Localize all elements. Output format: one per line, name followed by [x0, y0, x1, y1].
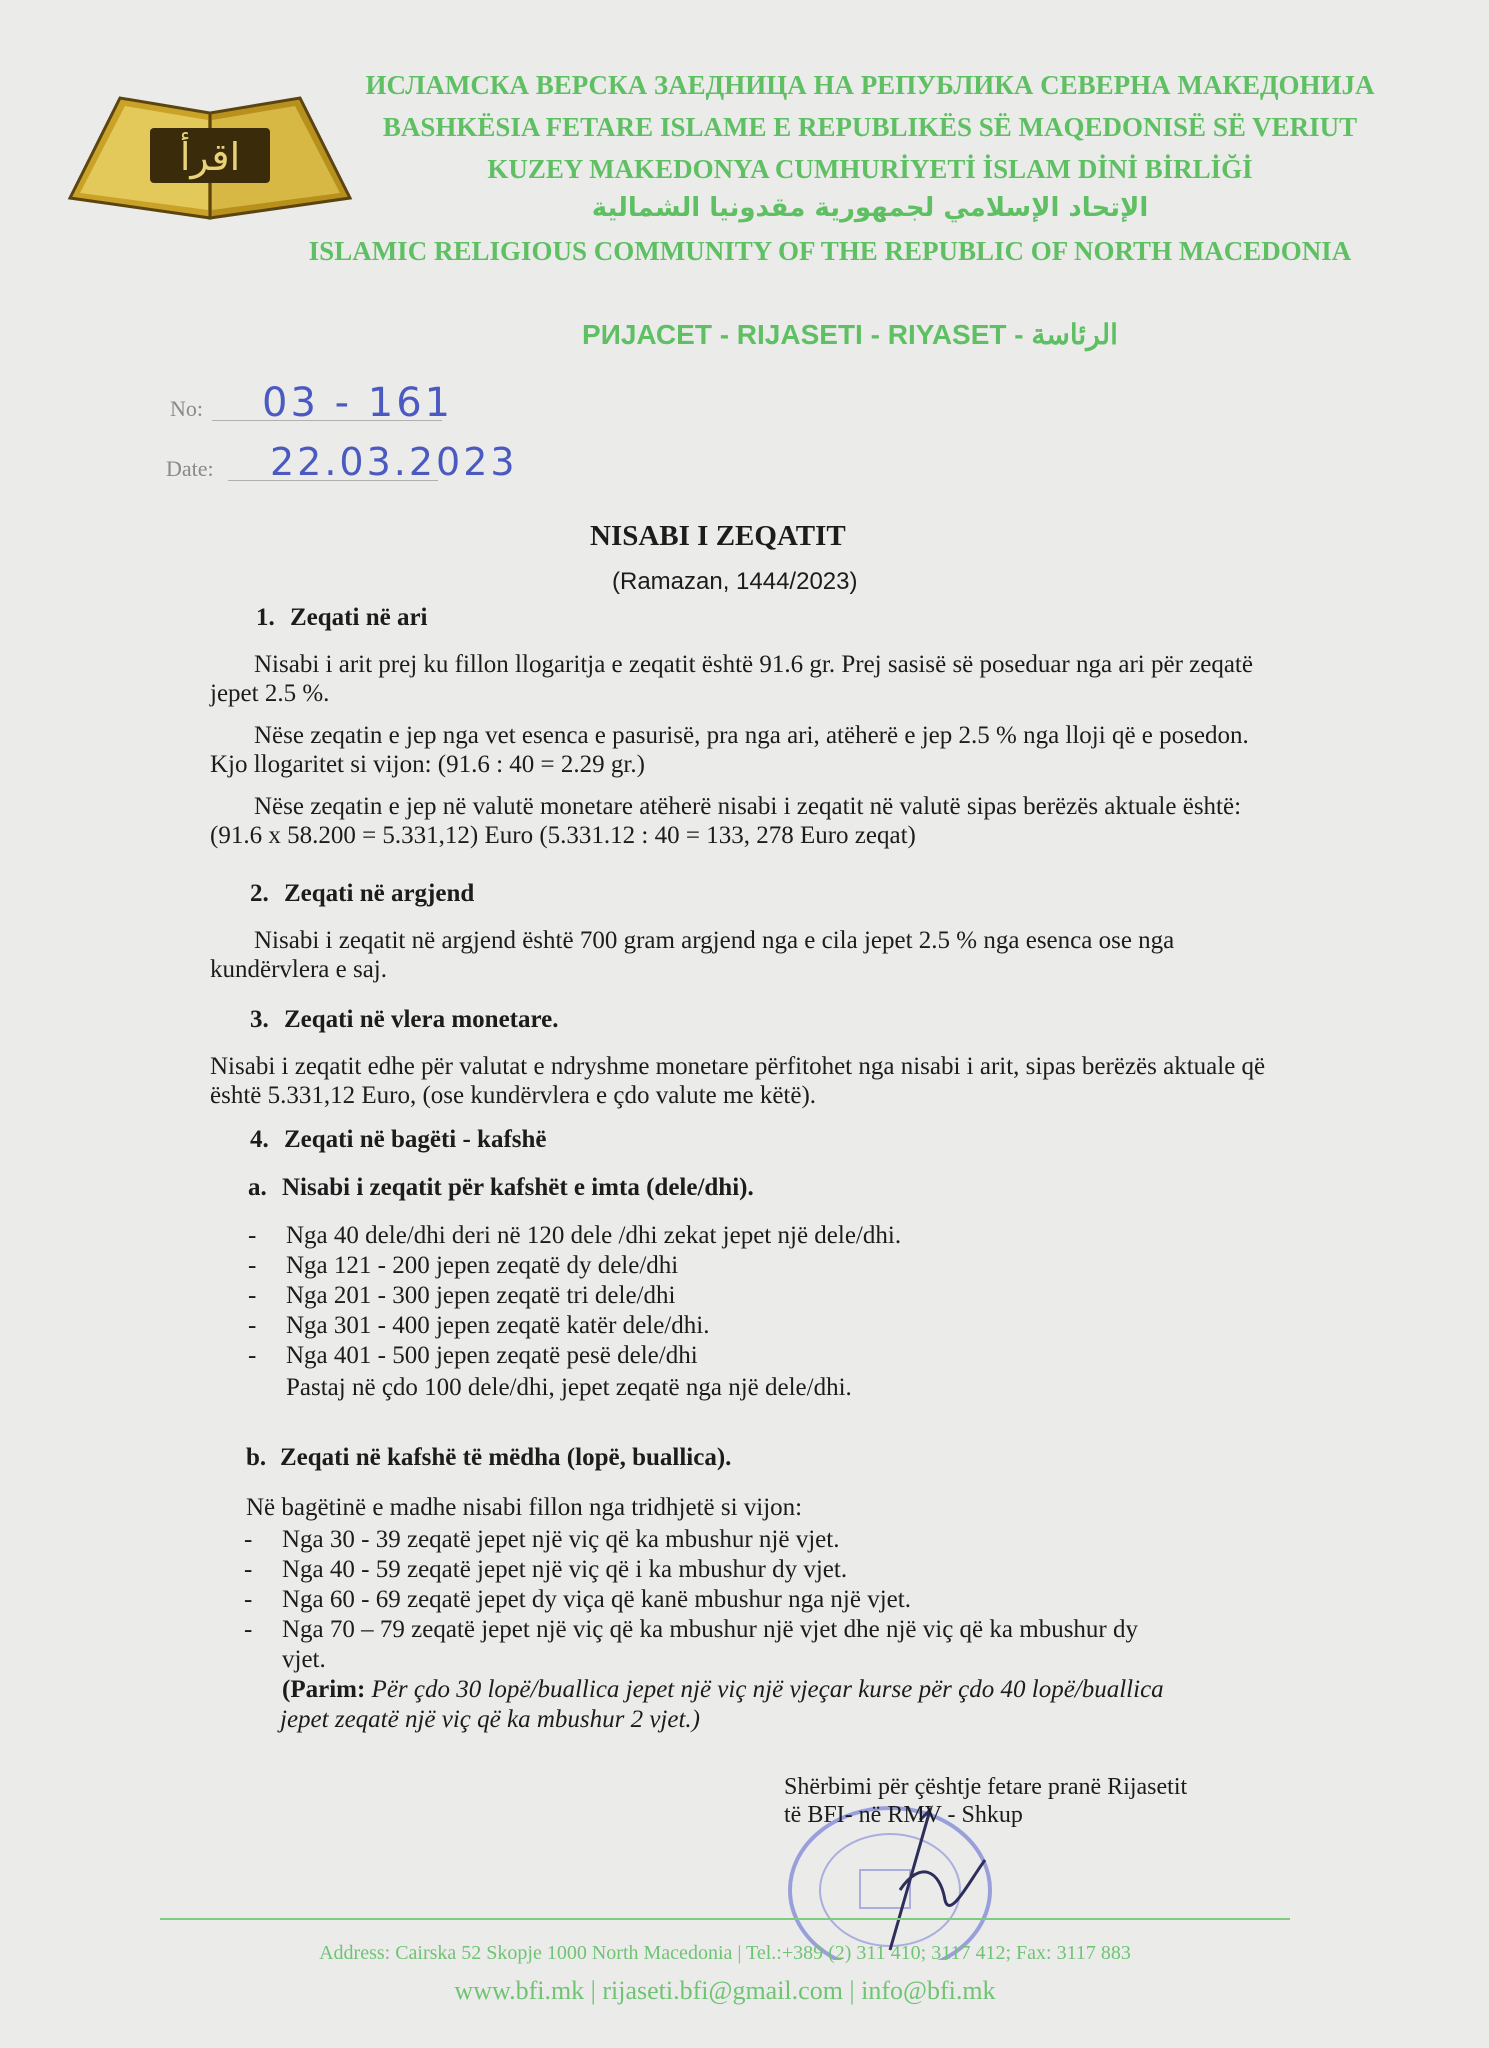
- list-item-continuation: [282, 1646, 326, 1674]
- section-1-heading: [256, 604, 428, 632]
- riyaset-heading: РИЈАСЕТ - RIJASETI - RIYASET - الرئاسة: [582, 319, 1118, 350]
- rule-label: (Parim:: [282, 1676, 366, 1703]
- rule-text: jepet zeqatë një viç që ka mbushur 2 vjet.): [280, 1706, 700, 1733]
- signatory-line-2: [784, 1802, 1023, 1829]
- list-item-text: Nga 301 - 400 jepen zeqatë katër dele/dhi.: [286, 1312, 710, 1339]
- document-number: 03 - 161: [262, 380, 454, 426]
- footer-web-contacts: www.bfi.mk | rijaseti.bfi@gmail.com | info@bfi.mk: [454, 1976, 996, 2005]
- signature-scribble: [890, 1810, 985, 1950]
- continuation-text: Pastaj në çdo 100 dele/dhi, jepet zeqatë nga një dele/dhi.: [286, 1374, 852, 1401]
- section-number: 2.: [250, 880, 269, 907]
- date-label: Date:: [166, 456, 214, 481]
- header-line-macedonian: ИСЛАМСКА ВЕРСКА ЗАЕДНИЦА НА РЕПУБЛИКА СЕВЕРНА МАКЕДОНИЈА: [365, 70, 1375, 100]
- intro-text: Në bagëtinë e madhe nisabi fillon nga tridhjetë si vijon:: [246, 1494, 803, 1521]
- section-4-heading: [250, 1126, 547, 1154]
- section-3-body: [210, 1052, 1270, 1110]
- subsection-b-intro: [246, 1494, 802, 1522]
- paragraph: Nisabi i zeqatit në argjend është 700 gram argjend nga e cila jepet 2.5 % nga esenca ose nga kundërvlera e saj.: [210, 927, 1175, 983]
- header-line-arabic: الإتحاد الإسلامي لجمهورية مقدونيا الشمالية: [591, 193, 1149, 223]
- subsection-b-heading: [246, 1444, 731, 1472]
- footer-address: Address: Cairska 52 Skopje 1000 North Macedonia | Tel.:+389 (2) 311 410; 3117 412; Fax: 3117 883: [319, 1942, 1131, 1964]
- subsection-a-heading: [248, 1174, 754, 1202]
- section-title: Zeqati në ari: [290, 604, 428, 631]
- rule-note: [282, 1676, 1164, 1704]
- list-item-text: Nga 201 - 300 jepen zeqatë tri dele/dhi: [286, 1282, 676, 1309]
- signatory-text: Shërbimi për çështje fetare pranë Rijasetit: [784, 1774, 1188, 1800]
- document-date: 22.03.2023: [270, 440, 518, 484]
- footer-divider: [160, 1918, 1290, 1920]
- section-number: 4.: [250, 1126, 269, 1153]
- subsection-title: Nisabi i zeqatit për kafshët e imta (dele/dhi).: [282, 1174, 754, 1201]
- list-item-text: Nga 121 - 200 jepen zeqatë dy dele/dhi: [286, 1252, 679, 1279]
- list-item-text: Nga 30 - 39 zeqatë jepet një viç që ka mbushur një vjet.: [282, 1526, 840, 1553]
- rule-note-continuation: [280, 1706, 700, 1734]
- list-item-text: Nga 70 – 79 zeqatë jepet një viç që ka mbushur një vjet dhe një viç që ka mbushur dy: [282, 1616, 1138, 1643]
- signatory-text: të BFI- në RMV - Shkup: [784, 1802, 1023, 1828]
- list-item-text: Nga 40 - 59 zeqatë jepet një viç që i ka mbushur dy vjet.: [282, 1556, 848, 1583]
- paragraph: Nisabi i zeqatit edhe për valutat e ndryshme monetare përfitohet nga nisabi i arit, sipas berëzës aktuale që është 5.331,12 Euro, (ose kundërvlera e çdo valute me këtë).: [210, 1053, 1266, 1109]
- signatory-line-1: [784, 1774, 1187, 1801]
- paragraph: Nëse zeqatin e jep në valutë monetare atëherë nisabi i zeqatit në valutë sipas berëzës aktuale është: (91.6 x 58.200 = 5.331,12) Euro (5.331.12 : 40 = 133, 278 Euro zeqat): [210, 793, 1242, 849]
- header-line-english: ISLAMIC RELIGIOUS COMMUNITY OF THE REPUBLIC OF NORTH MACEDONIA: [308, 236, 1352, 266]
- logo-lettering: اقرأ: [179, 135, 241, 179]
- section-2-body: [210, 926, 1270, 984]
- section-1-body: [210, 650, 1270, 850]
- subsection-letter: b.: [246, 1444, 267, 1471]
- paragraph: Nëse zeqatin e jep nga vet esenca e pasurisë, pra nga ari, atëherë e jep 2.5 % nga lloji që e posedon. Kjo llogaritet si vijon: (91.6 : 40 = 2.29 gr.): [210, 722, 1249, 778]
- section-title: Zeqati në bagëti - kafshë: [284, 1126, 547, 1153]
- subsection-title: Zeqati në kafshë të mëdha (lopë, buallica).: [280, 1444, 732, 1471]
- continuation-text: vjet.: [282, 1646, 326, 1673]
- paragraph: Nisabi i arit prej ku fillon llogaritja e zeqatit është 91.6 gr. Prej sasisë së poseduar nga ari për zeqatë jepet 2.5 %.: [210, 651, 1253, 707]
- section-title: Zeqati në vlera monetare.: [284, 1006, 559, 1033]
- list-item-text: Nga 401 - 500 jepen zeqatë pesë dele/dhi: [286, 1342, 698, 1369]
- section-title: Zeqati në argjend: [284, 880, 475, 907]
- section-3-heading: [250, 1006, 558, 1034]
- list-item-text: Nga 40 dele/dhi deri në 120 dele /dhi zekat jepet një dele/dhi.: [286, 1222, 902, 1249]
- list-continuation: [286, 1374, 852, 1402]
- section-number: 3.: [250, 1006, 269, 1033]
- subsection-letter: a.: [248, 1174, 267, 1201]
- document-title: NISABI I ZEQATIT: [590, 520, 846, 552]
- list-item-text: Nga 60 - 69 zeqatë jepet dy viça që kanë mbushur nga një vjet.: [282, 1586, 911, 1613]
- section-2-heading: [250, 880, 474, 908]
- rule-text: Për çdo 30 lopë/buallica jepet një viç një vjeçar kurse për çdo 40 lopë/buallica: [365, 1676, 1164, 1703]
- number-label: No:: [170, 396, 203, 421]
- document-subtitle: (Ramazan, 1444/2023): [612, 568, 858, 595]
- header-line-turkish: KUZEY MAKEDONYA CUMHURİYETİ İSLAM DİNİ BİRLİĞİ: [487, 154, 1253, 184]
- section-number: 1.: [256, 604, 275, 631]
- header-line-albanian: BASHKËSIA FETARE ISLAME E REPUBLIKËS SË MAQEDONISË SË VERIUT: [382, 112, 1358, 142]
